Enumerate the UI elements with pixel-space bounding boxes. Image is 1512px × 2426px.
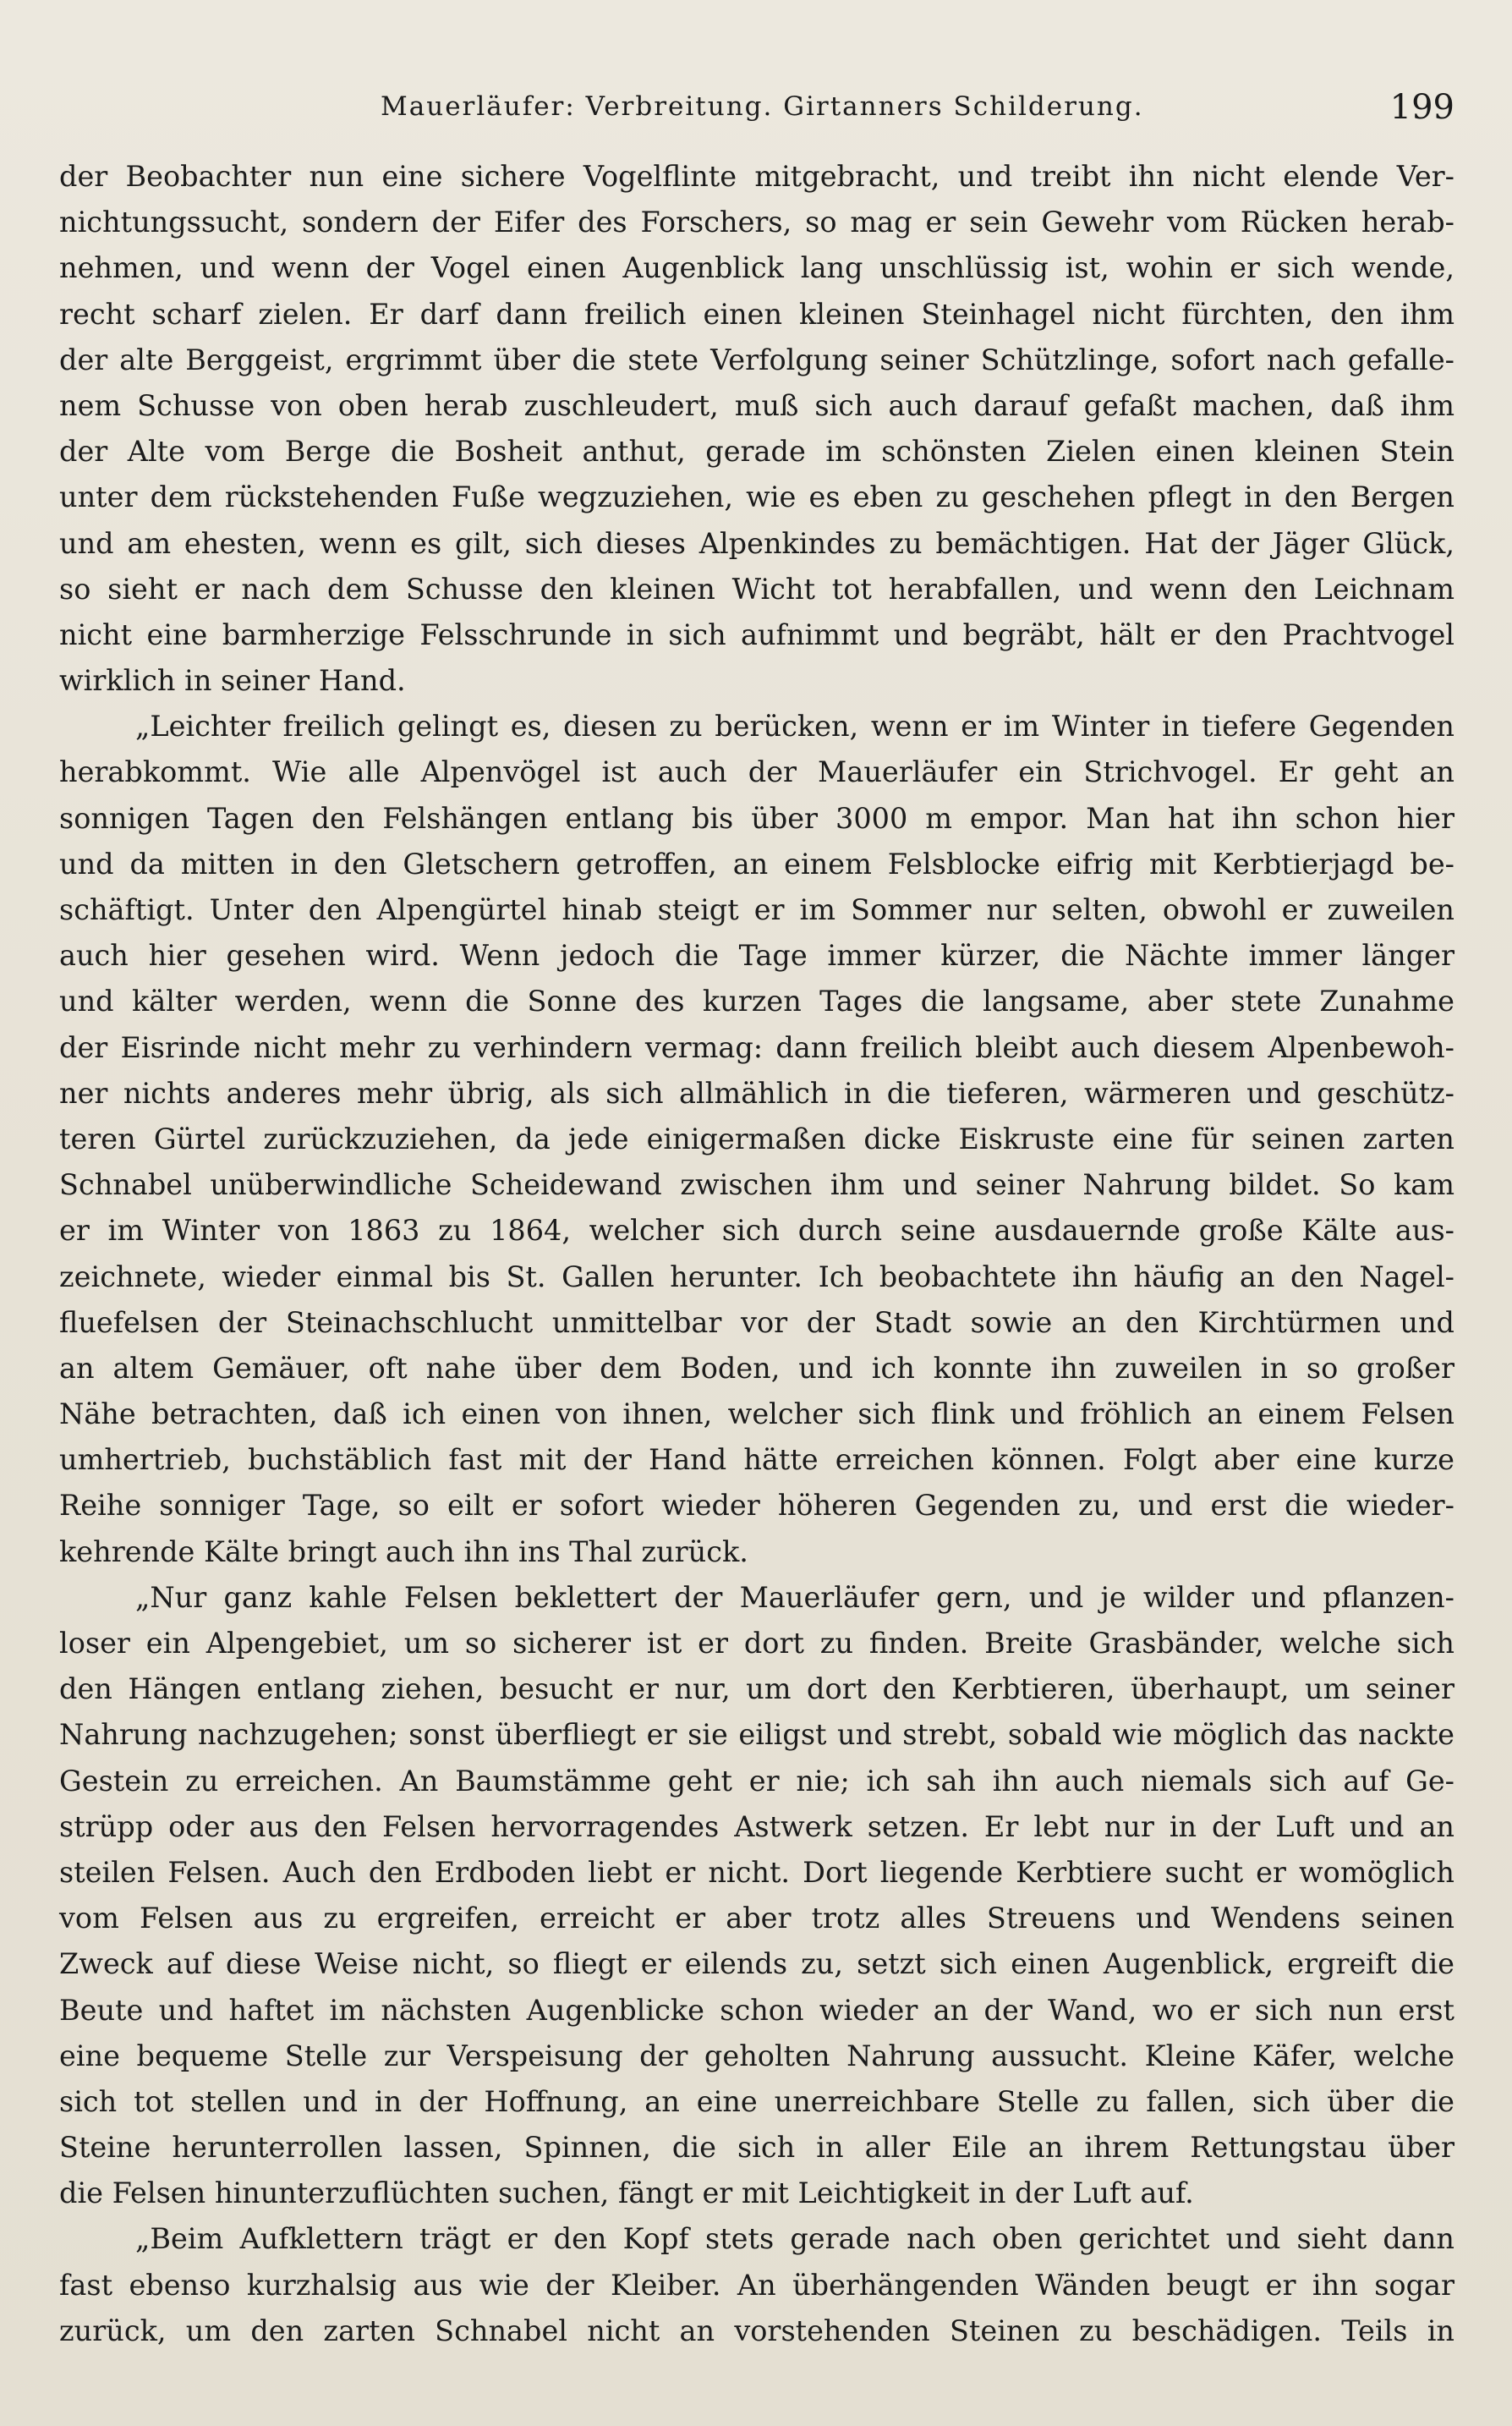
text-line: nichtungssucht, sondern der Eifer des Forschers, so mag er sein Gewehr vom Rücken herab- xyxy=(59,206,1454,239)
text-line: sonnigen Tagen den Felshängen entlang bis über 3000 m empor. Man hat ihn schon hier xyxy=(59,801,1454,835)
text-line: fast ebenso kurzhalsig aus wie der Kleiber. An überhängenden Wänden beugt er ihn sogar xyxy=(59,2268,1454,2302)
text-line: Nähe betrachten, daß ich einen von ihnen, welcher sich flink und fröhlich an einem Felsen xyxy=(59,1397,1454,1431)
text-line: „Beim Aufklettern trägt er den Kopf stets gerade nach oben gerichtet und sieht dann xyxy=(135,2222,1454,2256)
text-line: umhertrieb, buchstäblich fast mit der Hand hätte erreichen können. Folgt aber eine kurze xyxy=(59,1443,1454,1477)
text-line: „Nur ganz kahle Felsen beklettert der Mauerläufer gern, und je wilder und pflanzen- xyxy=(135,1580,1454,1614)
text-line: Beute und haftet im nächsten Augenblicke schon wieder an der Wand, wo er sich nun erst xyxy=(59,1993,1454,2027)
text-line: der Beobachter nun eine sichere Vogelflinte mitgebracht, und treibt ihn nicht elende Ver- xyxy=(59,160,1454,193)
text-line: die Felsen hinunterzuflüchten suchen, fängt er mit Leichtigkeit in der Luft auf. xyxy=(59,2176,1194,2210)
text-line: eine bequeme Stelle zur Verspeisung der geholten Nahrung aussucht. Kleine Käfer, welche xyxy=(59,2039,1454,2072)
text-line: Gestein zu erreichen. An Baumstämme geht er nie; ich sah ihn auch niemals sich auf Ge- xyxy=(59,1764,1454,1798)
text-line: auch hier gesehen wird. Wenn jedoch die Tage immer kürzer, die Nächte immer länger xyxy=(59,939,1454,973)
text-line: Steine herunterrollen lassen, Spinnen, die sich in aller Eile an ihrem Rettungstau über xyxy=(59,2131,1454,2165)
text-line: loser ein Alpengebiet, um so sicherer ist er dort zu finden. Breite Grasbänder, welche sich xyxy=(59,1627,1454,1660)
text-line: und am ehesten, wenn es gilt, sich dieses Alpenkindes zu bemächtigen. Hat der Jäger Glück, xyxy=(59,526,1454,560)
paragraph xyxy=(59,1575,1454,2217)
text-line: nicht eine barmherzige Felsschrunde in sich aufnimmt und begräbt, hält er den Prachtvogel xyxy=(59,617,1454,651)
text-line: der Alte vom Berge die Bosheit anthut, gerade im schönsten Zielen einen kleinen Stein xyxy=(59,435,1454,469)
text-line: der alte Berggeist, ergrimmt über die stete Verfolgung seiner Schützlinge, sofort nach gefalle- xyxy=(59,343,1454,376)
text-line: zurück, um den zarten Schnabel nicht an vorstehenden Steinen zu beschädigen. Teils in xyxy=(59,2313,1454,2347)
text-line: nehmen, und wenn der Vogel einen Augenblick lang unschlüssig ist, wohin er sich wende, xyxy=(59,251,1454,285)
text-line: strüpp oder aus den Felsen hervorragendes Astwerk setzen. Er lebt nur in der Luft und an xyxy=(59,1809,1454,1843)
text-line: Zweck auf diese Weise nicht, so fliegt er eilends zu, setzt sich einen Augenblick, ergreift die xyxy=(59,1947,1454,1981)
text-line: kehrende Kälte bringt auch ihn ins Thal zurück. xyxy=(59,1534,748,1568)
text-line: und kälter werden, wenn die Sonne des kurzen Tages die langsame, aber stete Zunahme xyxy=(59,985,1454,1018)
text-line: steilen Felsen. Auch den Erdboden liebt er nicht. Dort liegende Kerbtiere sucht er womöglich xyxy=(59,1855,1454,1889)
text-line: schäftigt. Unter den Alpengürtel hinab steigt er im Sommer nur selten, obwohl er zuweilen xyxy=(59,893,1454,926)
text-line: zeichnete, wieder einmal bis St. Gallen herunter. Ich beobachtete ihn häufig an den Nagel- xyxy=(59,1260,1454,1293)
text-line: und da mitten in den Gletschern getroffen, an einem Felsblocke eifrig mit Kerbtierjagd be- xyxy=(59,847,1454,881)
text-line: an altem Gemäuer, oft nahe über dem Boden, und ich konnte ihn zuweilen in so großer xyxy=(59,1351,1454,1385)
page-header xyxy=(59,88,1454,139)
paragraph xyxy=(59,2216,1454,2354)
body-text xyxy=(59,154,1454,2354)
text-line: so sieht er nach dem Schusse den kleinen Wicht tot herabfallen, und wenn den Leichnam xyxy=(59,572,1454,606)
paragraph xyxy=(59,154,1454,704)
text-line: ner nichts anderes mehr übrig, als sich allmählich in die tieferen, wärmeren und geschütz- xyxy=(59,1076,1454,1110)
text-line: wirklich in seiner Hand. xyxy=(59,664,406,698)
text-line: Reihe sonniger Tage, so eilt er sofort wieder höheren Gegenden zu, und erst die wieder- xyxy=(59,1489,1454,1523)
text-line: vom Felsen aus zu ergreifen, erreicht er aber trotz alles Streuens und Wendens seinen xyxy=(59,1902,1454,1935)
text-line: fluefelsen der Steinachschlucht unmittelbar vor der Stadt sowie an den Kirchtürmen und xyxy=(59,1305,1454,1339)
paragraph xyxy=(59,704,1454,1575)
text-line: er im Winter von 1863 zu 1864, welcher sich durch seine ausdauernde große Kälte aus- xyxy=(59,1214,1454,1248)
text-line: den Hängen entlang ziehen, besucht er nur, um dort den Kerbtieren, überhaupt, um seiner xyxy=(59,1672,1454,1706)
text-line: unter dem rückstehenden Fuße wegzuziehen, wie es eben zu geschehen pflegt in den Bergen xyxy=(59,480,1454,514)
text-line: „Leichter freilich gelingt es, diesen zu berücken, wenn er im Winter in tiefere Gegenden xyxy=(135,710,1454,744)
text-line: sich tot stellen und in der Hoffnung, an eine unerreichbare Stelle zu fallen, sich über die xyxy=(59,2084,1454,2118)
text-line: herabkommt. Wie alle Alpenvögel ist auch der Mauerläufer ein Strichvogel. Er geht an xyxy=(59,755,1454,789)
text-line: recht scharf zielen. Er darf dann freilich einen kleinen Steinhagel nicht fürchten, den ihm xyxy=(59,297,1454,331)
text-line: nem Schusse von oben herab zuschleudert, muß sich auch darauf gefaßt machen, daß ihm xyxy=(59,388,1454,422)
text-line: der Eisrinde nicht mehr zu verhindern vermag: dann freilich bleibt auch diesem Alpenbewoh- xyxy=(59,1030,1454,1064)
text-line: teren Gürtel zurückzuziehen, da jede einigermaßen dicke Eiskruste eine für seinen zarten xyxy=(59,1122,1454,1155)
running-head: Mauerläufer: Verbreitung. Girtanners Schilderung. xyxy=(381,91,1144,122)
page-number: 199 xyxy=(1389,88,1454,127)
text-line: Schnabel unüberwindliche Scheidewand zwischen ihm und seiner Nahrung bildet. So kam xyxy=(59,1168,1454,1202)
text-line: Nahrung nachzugehen; sonst überfliegt er sie eiligst und strebt, sobald wie möglich das nackte xyxy=(59,1718,1454,1752)
